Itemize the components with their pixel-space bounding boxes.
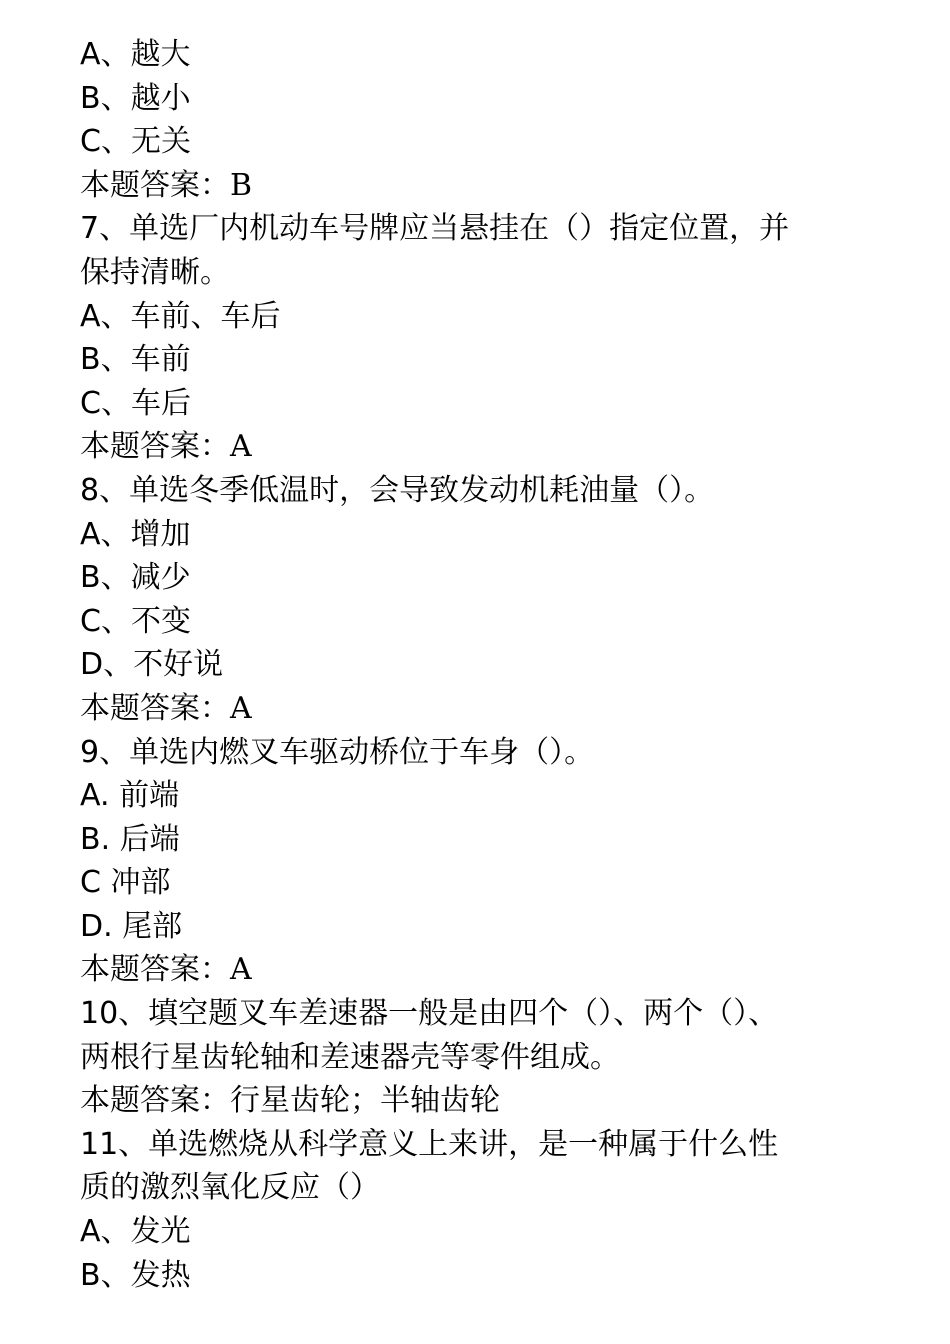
question-line: 9、单选内燃叉车驱动桥位于车身（）。 [80,734,595,770]
option-line: A、越大 [80,37,191,72]
question-line: 两根行星齿轮轴和差速器壳等零件组成。 [80,1039,620,1075]
option-line: D. 尾部 [80,908,183,944]
option-line: B. 后端 [80,821,180,857]
option-line: C 冲部 [80,865,171,901]
question-line: 11、单选燃烧从科学意义上来讲，是一种属于什么性 [80,1126,779,1162]
answer-line: 本题答案：A [80,952,252,988]
answer-line: 本题答案：B [80,167,253,203]
question-line: 保持清晰。 [80,254,230,290]
option-line: B、越小 [80,80,191,116]
document-page [80,33,880,1297]
question-line: 10、填空题叉车差速器一般是由四个（）、两个（）、 [80,996,779,1032]
option-line: C、无关 [80,124,191,160]
question-line: 7、单选厂内机动车号牌应当悬挂在（）指定位置，并 [80,211,790,247]
question-line: 8、单选冬季低温时，会导致发动机耗油量（）。 [80,472,715,508]
option-line: A. 前端 [80,778,180,814]
answer-line: 本题答案：行星齿轮；半轴齿轮 [80,1083,500,1119]
option-line: D、不好说 [80,647,224,683]
answer-line: 本题答案：A [80,690,252,726]
option-line: C、不变 [80,603,191,639]
option-line: B、减少 [80,560,191,596]
option-line: B、发热 [80,1257,191,1293]
option-line: A、发光 [80,1214,191,1250]
option-line: A、增加 [80,516,191,552]
question-line: 质的激烈氧化反应（） [80,1170,380,1206]
option-line: C、车后 [80,385,191,421]
answer-line: 本题答案：A [80,429,252,465]
option-line: B、车前 [80,342,191,378]
option-line: A、车前、车后 [80,298,281,334]
